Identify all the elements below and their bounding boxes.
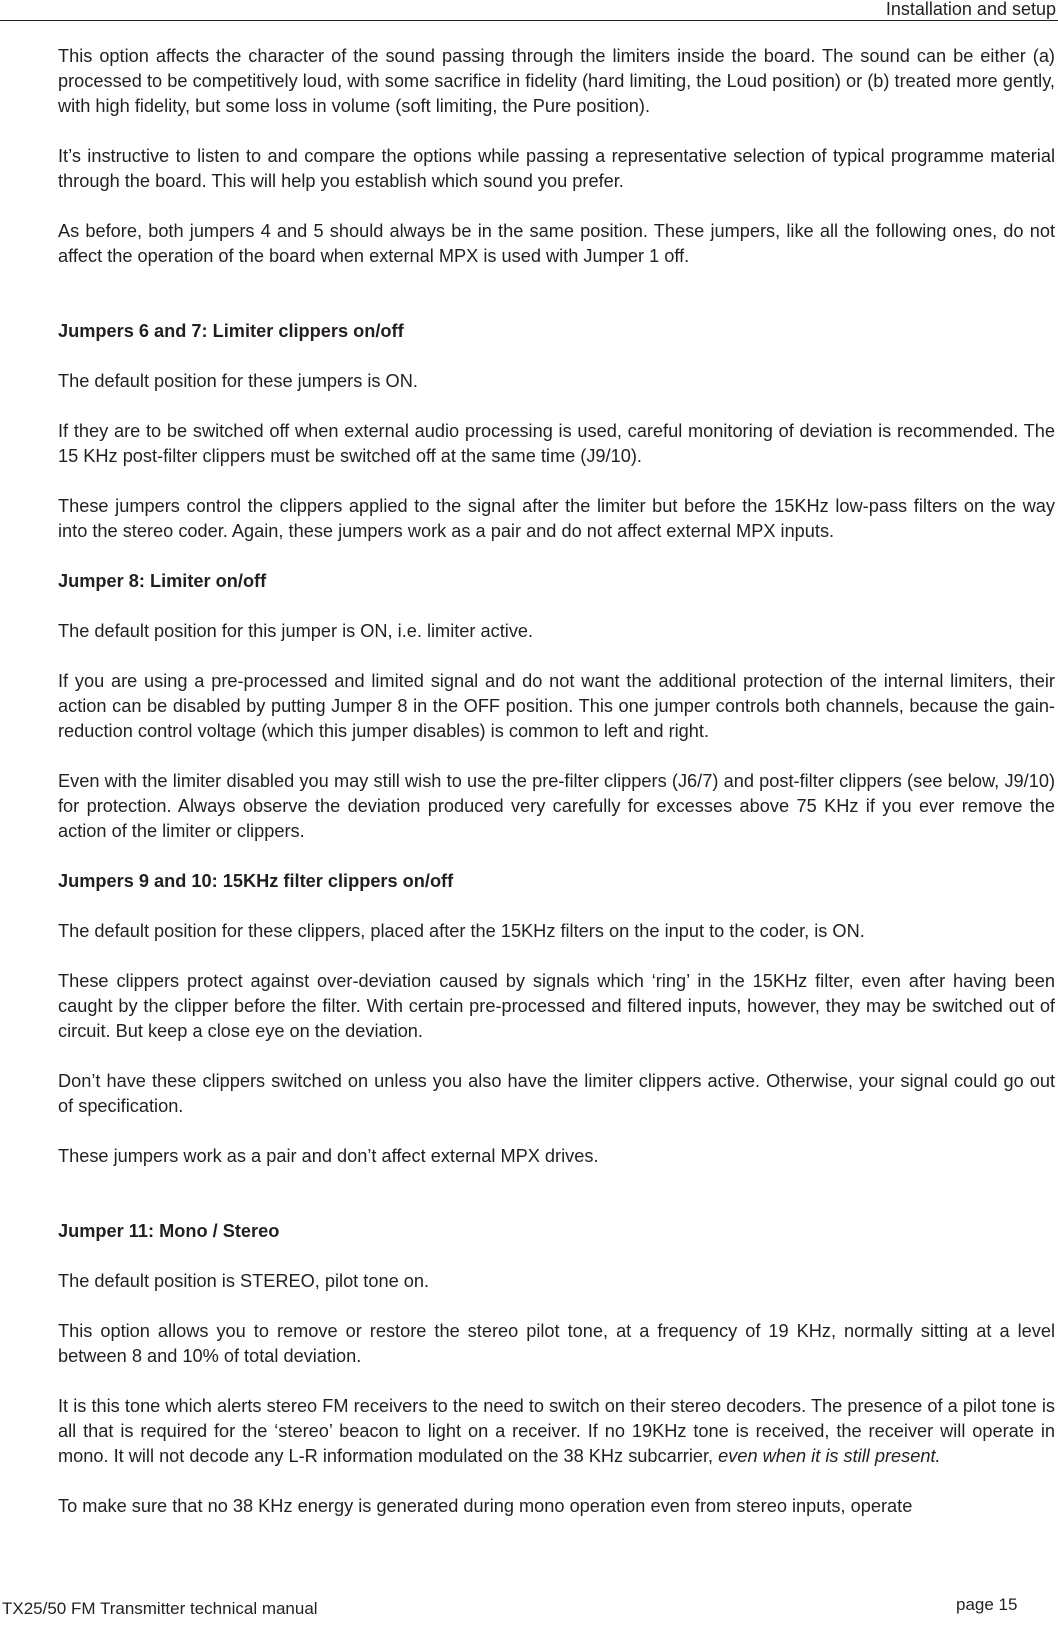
paragraph: The default position for these jumpers is ON. <box>58 371 418 391</box>
header-divider <box>0 20 1058 21</box>
paragraph: These clippers protect against over-deviation caused by signals which ‘ring’ in the 15KHz filter, even after having been caught by the clipper before the filter. With certain pre-processed and filtered inputs, however, they may be switched out of circuit. But keep a close eye on the deviation. <box>58 971 1055 1041</box>
section-heading-jumpers-6-7: Jumpers 6 and 7: Limiter clippers on/off <box>58 321 404 341</box>
section-heading-jumpers-9-10: Jumpers 9 and 10: 15KHz filter clippers on/off <box>58 871 454 891</box>
paragraph: These jumpers work as a pair and don’t affect external MPX drives. <box>58 1146 599 1166</box>
page-body <box>58 44 1055 1519</box>
section-heading-jumper-11: Jumper 11: Mono / Stereo <box>58 1221 280 1241</box>
paragraph: To make sure that no 38 KHz energy is generated during mono operation even from stereo inputs, operate <box>58 1496 913 1516</box>
paragraph: Don’t have these clippers switched on unless you also have the limiter clippers active. Otherwise, your signal could go out of specification. <box>58 1071 1055 1116</box>
emphasis-text: even when it is still present. <box>718 1446 941 1466</box>
paragraph: If you are using a pre-processed and limited signal and do not want the additional protection of the internal limiters, their action can be disabled by putting Jumper 8 in the OFF position. This one jumper controls both channels, because the gain-reduction control voltage (which this jumper disables) is common to left and right. <box>58 671 1055 741</box>
paragraph-text: It is this tone which alerts stereo FM receivers to the need to switch on their stereo decoders. The presence of a pilot tone is all that is required for the ‘stereo’ beacon to light on a receiver. If no 19KHz tone is received, the receiver will operate in mono. It will not decode any L-R information modulated on the 38 KHz subcarrier, <box>58 1396 1055 1466</box>
paragraph: As before, both jumpers 4 and 5 should always be in the same position. These jumpers, like all the following ones, do not affect the operation of the board when external MPX is used with Jumper 1 off. <box>58 221 1055 266</box>
paragraph: The default position is STEREO, pilot tone on. <box>58 1271 430 1291</box>
paragraph: This option allows you to remove or restore the stereo pilot tone, at a frequency of 19 KHz, normally sitting at a level between 8 and 10% of total deviation. <box>58 1321 1055 1366</box>
paragraph: This option affects the character of the sound passing through the limiters inside the board. The sound can be either (a) processed to be competitively loud, with some sacrifice in fidelity (hard limiting, the Loud position) or (b) treated more gently, with high fidelity, but some loss in volume (soft limiting, the Pure position). <box>58 46 1055 116</box>
paragraph: Even with the limiter disabled you may still wish to use the pre-filter clippers (J6/7) and post-filter clippers (see below, J9/10) for protection. Always observe the deviation produced very carefully for excesses above 75 KHz if you ever remove the action of the limiter or clippers. <box>58 771 1055 841</box>
paragraph: These jumpers control the clippers applied to the signal after the limiter but before the 15KHz low-pass filters on the way into the stereo coder. Again, these jumpers work as a pair and do not affect external MPX inputs. <box>58 496 1055 541</box>
paragraph <box>58 1394 1055 1469</box>
paragraph: The default position for these clippers, placed after the 15KHz filters on the input to the coder, is ON. <box>58 921 865 941</box>
header-section-title: Installation and setup <box>885 0 1056 19</box>
section-heading-jumper-8: Jumper 8: Limiter on/off <box>58 571 267 591</box>
paragraph: If they are to be switched off when external audio processing is used, careful monitoring of deviation is recommended. The 15 KHz post-filter clippers must be switched off at the same time (J9/10). <box>58 421 1055 466</box>
paragraph: It’s instructive to listen to and compare the options while passing a representative selection of typical programme material through the board. This will help you establish which sound you prefer. <box>58 146 1055 191</box>
footer-manual-title: TX25/50 FM Transmitter technical manual <box>2 1599 318 1618</box>
footer-page-number: page 15 <box>956 1595 1018 1614</box>
paragraph: The default position for this jumper is ON, i.e. limiter active. <box>58 621 534 641</box>
